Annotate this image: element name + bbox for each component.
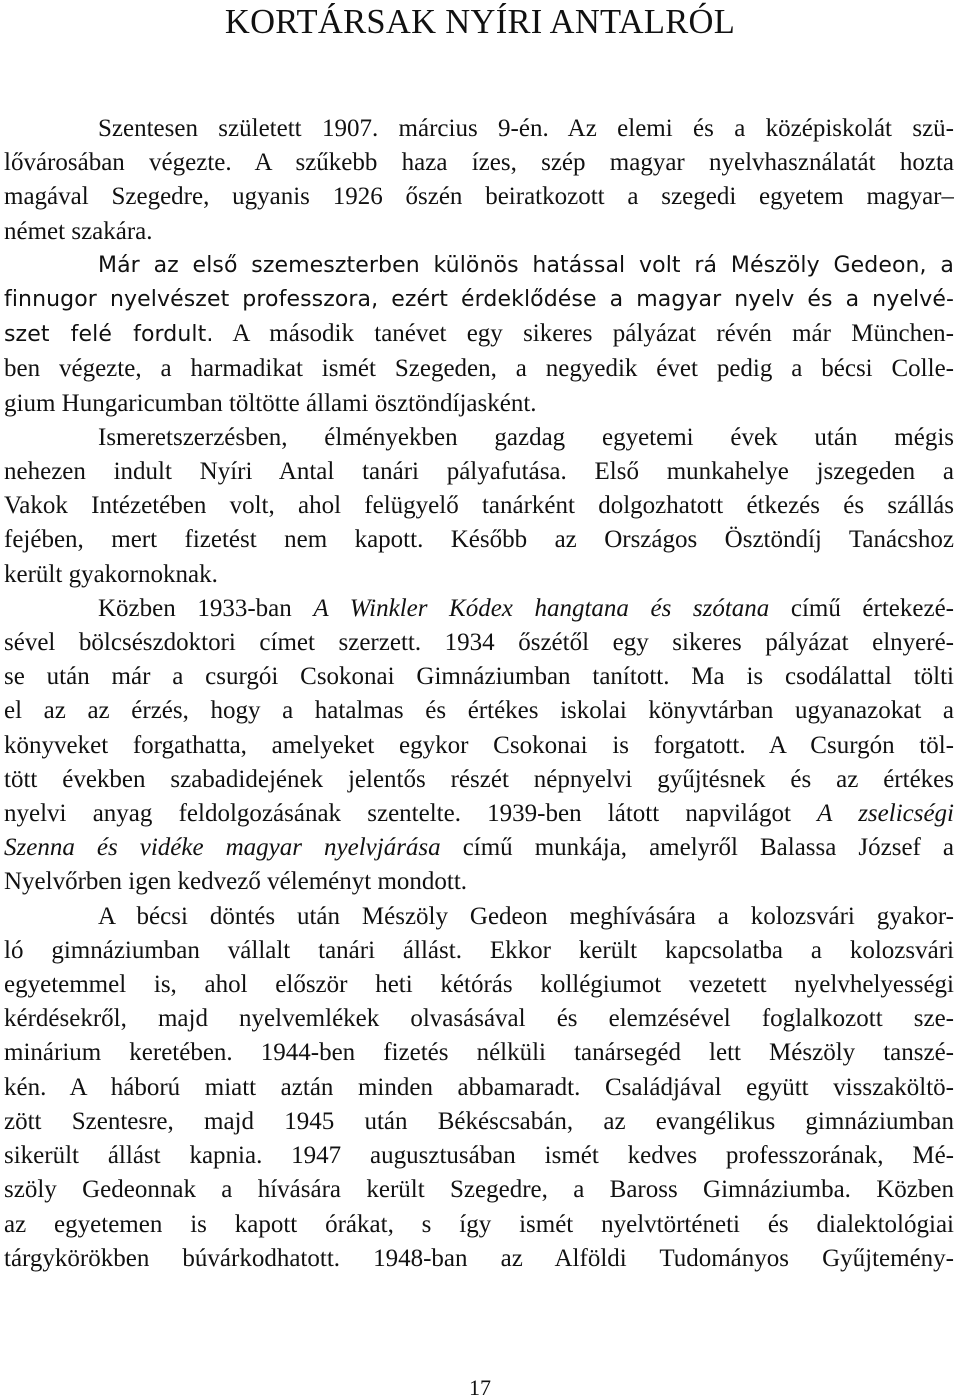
text-line — [4, 317, 954, 352]
text-segment: nehezen indult Nyíri Antal tanári pályafutása. — [4, 458, 567, 486]
body-text — [4, 112, 954, 1276]
text-line: német szakára. — [4, 217, 153, 245]
text-line: finnugor nyelvészet professzora, ezért érdeklődése a magyar nyelv és a nyelvé- — [4, 287, 954, 313]
text-segment: Első munkahelye jszegeden a — [566, 458, 954, 486]
text-line — [4, 455, 954, 489]
text-segment: című értekezé- — [769, 594, 954, 622]
text-line: tárgykörökben búvárkodhatott. 1948-ban az Alföldi Tudományos Gyűjtemény- — [4, 1244, 954, 1272]
text-line: gium Hungaricumban töltötte állami ösztöndíjasként. — [4, 389, 537, 417]
book-title-zselicsegi: A zselicségi — [817, 800, 954, 828]
text-line: könyveket forgathatta, amelyeket egykor Csokonai is forgatott. A Csurgón töl- — [4, 731, 954, 759]
text-segment: szet felé fordult. — [4, 322, 214, 348]
text-line: A bécsi döntés után Mészöly Gedeon meghívására a kolozsvári gyakor- — [98, 902, 954, 930]
page-title: KORTÁRSAK NYÍRI ANTALRÓL — [224, 3, 736, 41]
paragraph-2 — [4, 249, 954, 421]
text-segment: nyelvi anyag feldolgozásának szentelte. 1939-ben látott napvilágot — [4, 800, 818, 828]
text-line: sikerült állást kapnia. 1947 augusztusában ismét kedves professzorának, Mé- — [4, 1142, 954, 1170]
text-line — [4, 831, 954, 865]
text-line: el az az érzés, hogy a hatalmas és értékes iskolai könyvtárban ugyanazokat a — [4, 697, 954, 725]
text-segment: Közben 1933-ban — [98, 594, 314, 622]
text-line: Szentesen született 1907. március 9-én. Az elemi és a középiskolát szü- — [98, 115, 954, 142]
paragraph-1 — [4, 112, 954, 249]
book-title-winkler: A Winkler Kódex hangtana és szótana — [313, 594, 770, 622]
text-line: szöly Gedeonnak a hívására került Szegedre, a Baross Gimnáziumba. Közben — [4, 1176, 954, 1204]
page-number: 17 — [469, 1375, 491, 1400]
text-line: fejében, mert fizetést nem kapott. Később az Országos Ösztöndíj Tanácshoz — [4, 526, 954, 554]
text-line: zött Szentesre, majd 1945 után Békéscsabán, az evangélikus gimnáziumban — [4, 1107, 954, 1135]
book-title-zselicsegi-cont: Szenna és vidéke magyar nyelvjárása — [4, 834, 441, 862]
text-line: lővárosában végezte. A szűkebb haza ízes, szép magyar nyelvhasználatát hozta — [4, 149, 954, 177]
text-line: egyetemmel is, ahol először heti kétórás kollégiumot vezetett nyelvhelyességi — [4, 971, 954, 999]
text-line: magával Szegedre, ugyanis 1926 őszén beiratkozott a szegedi egyetem magyar– — [4, 183, 954, 211]
text-line — [4, 592, 954, 626]
text-line: Már az első szemeszterben különös hatással volt rá Mészöly Gedeon, a — [98, 252, 954, 278]
text-line: minárium keretében. 1944-ben fizetés nélküli tanársegéd lett Mészöly tanszé- — [4, 1039, 954, 1067]
text-line: sével bölcsészdoktori címet szerzett. 1934 őszétől egy sikeres pályázat elnyeré- — [4, 629, 954, 657]
text-line: kérdésekről, majd nyelvemlékek olvasásával és elemzésével foglalkozott sze- — [4, 1005, 954, 1033]
paragraph-4 — [4, 592, 954, 900]
paragraph-5 — [4, 900, 954, 1276]
text-line — [4, 797, 954, 831]
text-segment: című munkája, amelyről Balassa József a — [440, 834, 954, 862]
paragraph-3 — [4, 421, 954, 592]
text-line: Ismeretszerzésben, élményekben gazdag egyetemi évek után mégis — [98, 423, 954, 451]
text-line: Nyelvőrben igen kedvező véleményt mondott. — [4, 868, 468, 896]
text-line: tött években szabadidejének jelentős részét népnyelvi gyűjtésnek és az értékes — [4, 765, 954, 793]
text-line: ló gimnáziumban vállalt tanári állást. Ekkor került kapcsolatba a kolozsvári — [4, 936, 954, 964]
text-line: se után már a csurgói Csokonai Gimnáziumban tanított. Ma is csodálattal tölti — [4, 663, 954, 691]
text-line: Vakok Intézetében volt, ahol felügyelő tanárként dolgozhatott étkezés és szállás — [4, 492, 954, 520]
text-line: ben végezte, a harmadikat ismét Szegeden, a negyedik évet pedig a bécsi Colle- — [4, 355, 954, 383]
text-line: az egyetemen is kapott órákat, s így ismét nyelvtörténeti és dialektológiai — [4, 1210, 954, 1238]
text-line: került gyakornoknak. — [4, 560, 218, 588]
text-line: kén. A háború miatt aztán minden abbamaradt. Családjával együtt visszaköltö- — [4, 1073, 954, 1101]
text-segment: A második tanévet egy sikeres pályázat révén már München- — [213, 320, 954, 348]
